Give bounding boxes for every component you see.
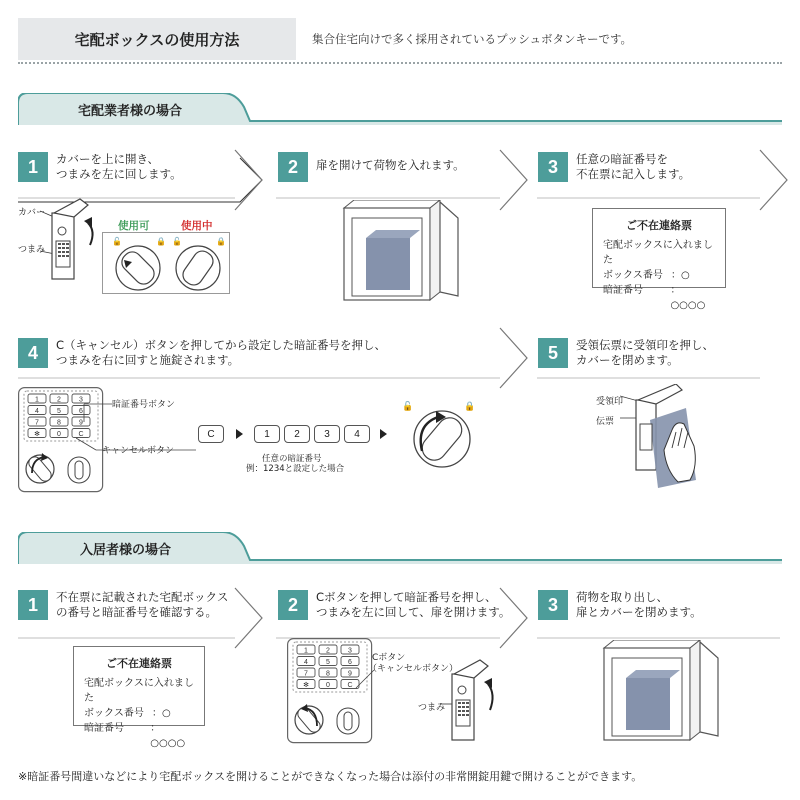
keypad-key-label: 0 [326,682,330,689]
svg-text:🔒: 🔒 [216,237,226,246]
delivery-step-4-text: C（キャンセル）ボタンを押してから設定した暗証番号を押し、 つまみを右に回すと施錠されます。 [56,338,387,367]
page-title: 宅配ボックスの使用方法 [18,18,296,60]
delivery-box-open-icon [340,200,470,305]
svg-text:🔒: 🔒 [464,401,476,411]
section-delivery-label: 宅配業者様の場合 [78,104,183,119]
delivery-step-3-number: 3 [538,152,568,182]
knob-states-icon [102,232,230,294]
keypad-callout-lines [76,400,196,460]
slip-title: ご不在連絡票 [626,219,692,232]
slip-line1: 宅配ボックスに入れました [84,678,194,704]
key-sequence [198,425,388,445]
delivery-step-5-text: 受領伝票に受領印を押し、 カバーを閉めます。 [576,338,714,367]
seq-arrow-icon [236,429,243,439]
keypad-key-label: 9 [348,670,352,678]
absence-slip-delivery [592,208,726,311]
slip-pin-value: ：○○○○ [670,285,706,311]
seq-key-1: 1 [254,425,280,443]
section-resident-band [18,532,782,564]
delivery-step-1-number: 1 [18,152,48,182]
label-knob: つまみ [18,245,46,255]
resident-step-1-number: 1 [18,590,48,620]
keypad-key-label: 2 [326,647,330,655]
slip-box-value: ：○ [671,270,690,281]
label-seal: 受領印 [596,397,624,407]
slip-box-value: ：○ [152,708,171,719]
seq-arrow-icon [380,429,387,439]
keypad-key-label: 5 [57,408,61,415]
keypad-key-label: ✻ [34,431,40,438]
c-button-callout-line [354,662,384,692]
keypad-key-label: 3 [348,647,352,655]
resident-step-1-text: 不在票に記載された宅配ボックス の番号と暗証番号を確認する。 [56,590,229,619]
delivery-step-2-number: 2 [278,152,308,182]
seq-key-4: 4 [344,425,370,443]
keypad-key-label: 2 [57,396,61,404]
svg-text:🔓: 🔓 [172,237,182,246]
svg-text:🔒: 🔒 [156,237,166,246]
resident-step-2-text: Cボタンを押して暗証番号を押し、 つまみを左に回して、扉を開けます。 [316,590,511,619]
slip-pin-label: 暗証番号 [603,285,643,296]
keypad-key-label: 4 [304,659,308,666]
lock-unit-open-resident-icon [440,658,500,748]
lock-unit-stamp-icon [620,384,720,494]
seq-key-c: C [198,425,224,443]
seq-key-3: 3 [314,425,340,443]
lock-unit-open-cover-icon [40,195,100,285]
svg-text:🔓: 🔓 [402,401,414,411]
absence-slip-resident [73,646,205,749]
keypad-key-label: C [78,431,84,438]
keypad-key-label: 7 [304,670,308,678]
slip-pin-label: 暗証番号 [84,723,124,734]
keypad-key-label: C [347,682,353,689]
keypad-key-label: 6 [348,659,352,666]
resident-box-open-icon [600,640,730,745]
delivery-step-5-number: 5 [538,338,568,368]
resident-step-3-text: 荷物を取り出し、 扉とカバーを閉めます。 [576,590,702,619]
label-in-use: 使用中 [181,220,213,232]
label-knob-resident: つまみ [418,703,446,713]
label-slip: 伝票 [596,417,615,427]
label-c-button-1: Cボタン [372,653,406,663]
seq-key-2: 2 [284,425,310,443]
slip-box-label: ボックス番号 [84,708,144,719]
slip-pin-value: ：○○○○ [150,723,186,749]
page-description: 集合住宅向けで多く採用されているプッシュボタンキーです。 [312,32,633,46]
pin-caption-1: 任意の暗証番号 [262,454,322,464]
label-cancel-button: キャンセルボタン [102,446,175,456]
keypad-key-label: 3 [79,396,83,404]
keypad-key-label: 6 [79,408,83,415]
footnote: ※暗証番号間違いなどにより宅配ボックスを開けることができなくなった場合は添付の非常開錠用鍵で開けることができます。 [18,770,643,783]
page-header [18,18,782,60]
slip-box-label: ボックス番号 [603,270,663,281]
keypad-key-label: 8 [57,419,61,427]
keypad-key-label: 1 [35,396,39,404]
delivery-step-1-text: カバーを上に開き、 つまみを左に回します。 [56,152,182,181]
label-pin-button: 暗証番号ボタン [112,400,176,410]
keypad-key-label: ✻ [303,682,309,689]
label-c-button-2: （キャンセルボタン） [368,664,459,674]
keypad-key-label: 7 [35,419,39,427]
keypad-key-label: 5 [326,659,330,666]
keypad-key-label: 0 [57,431,61,438]
resident-step-3-number: 3 [538,590,568,620]
resident-step-2-number: 2 [278,590,308,620]
pin-caption-2: 例：1234と設定した場合 [246,464,345,474]
keypad-key-label: 8 [326,670,330,678]
delivery-step-4-number: 4 [18,338,48,368]
label-cover: カバー [18,208,46,218]
label-available: 使用可 [118,220,150,232]
knob-lock-right-icon [398,395,488,475]
header-divider [18,62,782,64]
slip-line1: 宅配ボックスに入れました [603,240,713,266]
keypad-key-label: 9 [79,419,83,427]
slip-title: ご不在連絡票 [106,657,172,670]
delivery-step-2-text: 扉を開けて荷物を入れます。 [316,158,465,172]
svg-text:🔓: 🔓 [112,237,122,246]
keypad-key-label: 4 [35,408,39,415]
delivery-step-3-text: 任意の暗証番号を 不在票に記入します。 [576,152,691,181]
section-delivery-band [18,93,782,125]
section-resident-label: 入居者様の場合 [80,543,172,558]
keypad-key-label: 1 [304,647,308,655]
